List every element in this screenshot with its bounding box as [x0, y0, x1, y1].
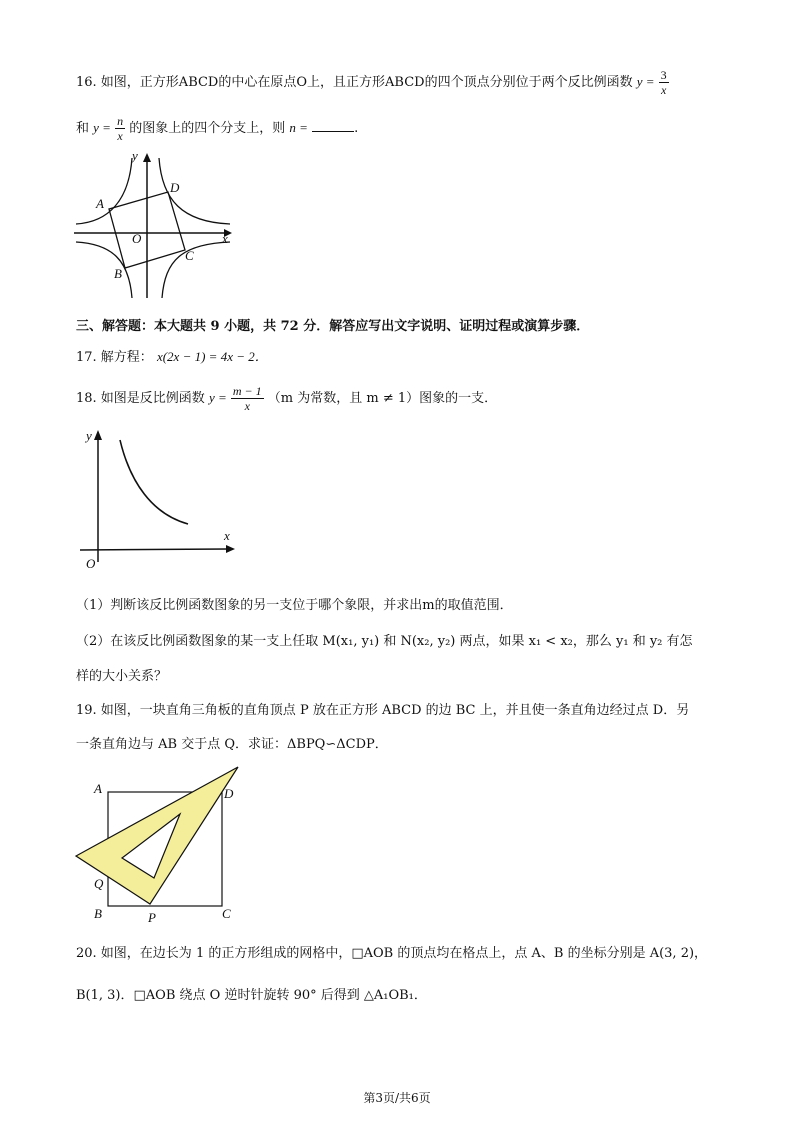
q16-hyperbola-q2: [76, 158, 132, 224]
q16-func1-den: x: [660, 83, 667, 97]
q19-label-b: B: [94, 906, 102, 921]
q18-part2b: 样的大小关系？: [76, 669, 168, 684]
q18-hyperbola-branch: [120, 440, 188, 524]
q18-x-arrow: [226, 545, 235, 553]
q18-func-lhs: y =: [208, 390, 227, 405]
q16-label-c: C: [185, 248, 194, 263]
q16-line2: 和 y = $\frac{n}{x}$ 的图象上的四个分支上，则 n = .: [76, 114, 359, 143]
q16-label-d: D: [170, 180, 180, 195]
q16-hyperbola-q4: [162, 242, 230, 298]
q17-equation: x(2x − 1) = 4x − 2．: [156, 349, 268, 364]
q16-label-y: y: [132, 148, 138, 163]
q18-intro-pre: 18. 如图是反比例函数: [76, 391, 205, 406]
q16-label-a: A: [96, 196, 104, 211]
q19-label-d: D: [224, 786, 234, 801]
q17-line: [76, 346, 268, 365]
page-footer: 第3页/共6页: [363, 1091, 431, 1105]
q17-label: 17. 解方程：: [76, 350, 153, 365]
q18-x-axis: [80, 549, 228, 550]
q18-line1: [76, 384, 497, 413]
q18-figure: [80, 422, 250, 572]
q16-func2-den: x: [117, 129, 123, 143]
q19-line1: 19. 如图，一块直角三角板的直角顶点 P 放在正方形 ABCD 的边 BC 上，并且使一条直角边经过点 D．另: [76, 703, 690, 718]
q16-label-b: B: [114, 266, 122, 281]
q16-y-arrow: [143, 153, 151, 162]
q18-label-o: O: [86, 556, 96, 571]
q19-label-a: A: [94, 781, 102, 796]
q18-intro-post: （m 为常数，且 m ≠ 1）图象的一支．: [267, 391, 498, 406]
q16-func1-fraction: [659, 68, 669, 97]
q19-label-p: P: [148, 910, 156, 925]
q19-line2: 一条直角边与 AB 交于点 Q．求证：ΔBPQ∽ΔCDP．: [76, 737, 388, 752]
q16-figure: [72, 148, 242, 303]
q16-label-x: x: [222, 231, 228, 246]
q20-line1: 20. 如图，在边长为 1 的正方形组成的网格中，□AOB 的顶点均在格点上，点 A、B 的坐标分别是 A(3, 2)，: [76, 946, 708, 961]
q19-figure: [72, 764, 272, 924]
q16-line2-pre: 和: [76, 121, 90, 136]
q18-func-fraction: [231, 384, 264, 413]
q16-func2-num: n: [117, 114, 124, 128]
q20-line2: B(1, 3)．□AOB 绕点 O 逆时针旋转 90° 后得到 △A₁OB₁．: [76, 988, 427, 1003]
q18-part2a: （2）在该反比例函数图象的某一支上任取 M(x₁, y₁) 和 N(x₂, y₂) 两点，如果 x₁ < x₂，那么 y₁ 和 y₂ 有怎: [76, 634, 693, 649]
q18-y-arrow: [94, 430, 102, 440]
q18-label-y: y: [86, 428, 92, 443]
q16-label-o: O: [132, 231, 142, 246]
q18-func-num: m − 1: [232, 384, 262, 398]
q19-label-c: C: [222, 906, 231, 921]
q16-func1-lhs: y =: [636, 74, 655, 89]
section3-heading: 三、解答题：本大题共 9 小题，共 72 分．解答应写出文字说明、证明过程或演算步骤．: [76, 319, 590, 334]
q18-func-den: x: [244, 399, 250, 413]
q16-text: 16. 如图，正方形ABCD的中心在原点O上，且正方形ABCD的四个顶点分别位于两个反比例函数: [76, 75, 633, 90]
q16-func2-lhs: y =: [93, 120, 111, 135]
q16-line1: [76, 68, 669, 97]
q19-label-q: Q: [94, 876, 104, 891]
q18-label-x: x: [224, 528, 230, 543]
q16-answer-var: n =: [289, 120, 308, 135]
q18-part1: （1）判断该反比例函数图象的另一支位于哪个象限，并求出m的取值范围．: [76, 598, 513, 613]
q16-answer-blank: [312, 119, 354, 132]
q16-line2-post: 的图象上的四个分支上，则: [129, 121, 286, 136]
q16-hyperbola-q3: [76, 242, 132, 298]
q16-func2-fraction: [115, 114, 125, 143]
q16-func1-num: 3: [660, 68, 667, 82]
